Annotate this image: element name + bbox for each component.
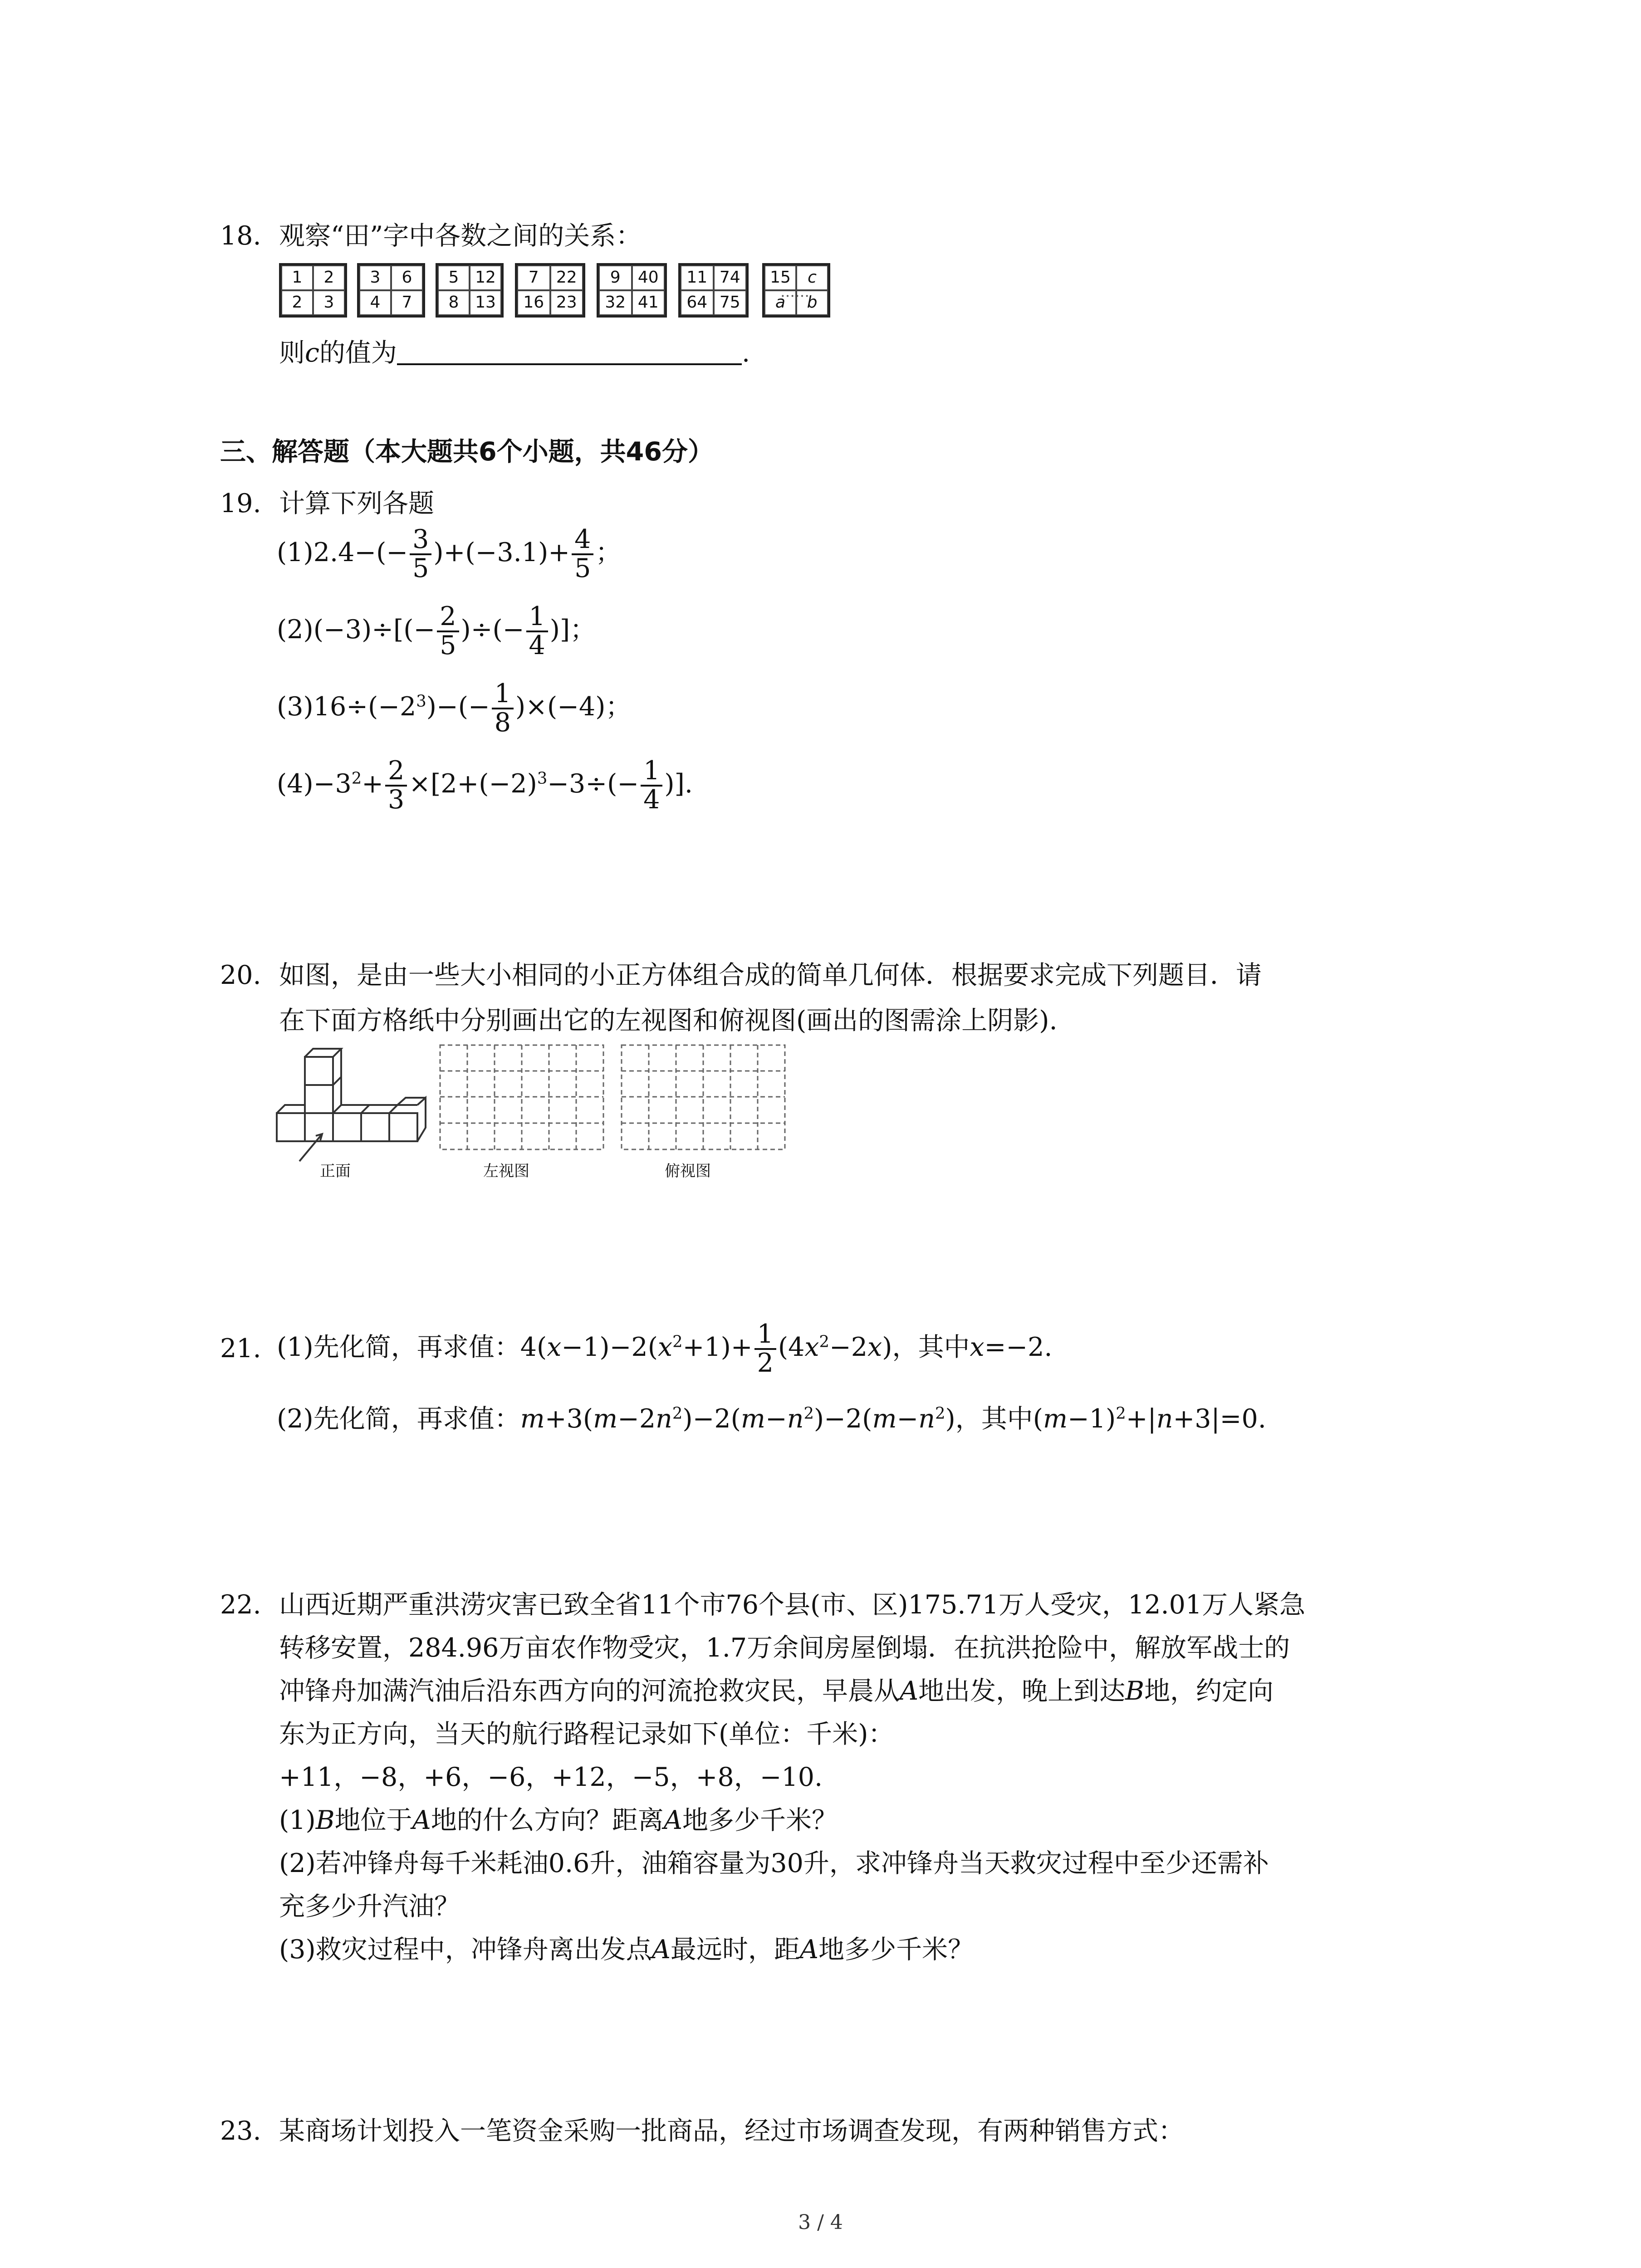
grid-cell: 12 [470, 265, 501, 290]
numerator: 1 [526, 603, 548, 632]
point-a: A [663, 1805, 682, 1835]
expr-text: (3)16÷(−2 [277, 691, 416, 722]
grid-cell: 23 [550, 290, 583, 315]
expr-text: )×(−4)； [515, 691, 632, 722]
caption-front: 正面 [320, 1162, 351, 1180]
denominator: 3 [388, 784, 405, 815]
caption-top-view: 俯视图 [665, 1162, 711, 1180]
grid-cell: 6 [391, 265, 423, 290]
q22-part1 [279, 1803, 838, 1838]
var: n [918, 1404, 935, 1434]
var: x [657, 1332, 673, 1362]
denominator: 5 [574, 553, 591, 583]
numerator: 1 [754, 1321, 776, 1350]
expr-text: −2 [617, 1404, 656, 1434]
var: m [740, 1404, 765, 1434]
expr-text: )−(− [426, 691, 490, 722]
expr-text: − [765, 1404, 787, 1434]
text: 地位于 [334, 1805, 412, 1835]
grid-cell: 1 [281, 265, 313, 290]
grid-cell: 3 [359, 265, 391, 290]
grid-cell: 16 [517, 290, 550, 315]
expr-text: −1) [1068, 1404, 1116, 1434]
left-view-grid [440, 1045, 603, 1149]
expr-text: − [896, 1404, 919, 1434]
page-number: 3 / 4 [798, 2211, 843, 2234]
exponent: 3 [537, 769, 548, 788]
q22-line3 [279, 1674, 1274, 1709]
q22-line1: 山西近期严重洪涝灾害已致全省11个市76个县(市、区)175.71万人受灾，12.01万人紧急 [279, 1590, 1306, 1620]
exponent: 2 [351, 769, 362, 788]
fraction [572, 526, 593, 582]
point-a: A [799, 1935, 819, 1965]
tian-grid-5 [597, 263, 667, 318]
point-a: A [652, 1935, 671, 1965]
denominator: 2 [757, 1348, 774, 1378]
q18-ask-end: . [741, 338, 750, 368]
grid-cell: 15 [764, 265, 796, 290]
denominator: 5 [440, 630, 456, 660]
grid-cell: 5 [438, 265, 470, 290]
q18-ask-var: c [305, 338, 319, 368]
grid-cell: 8 [438, 290, 470, 315]
q18-number: 18. [220, 221, 261, 251]
expr-text: −2 [829, 1332, 868, 1362]
q19-part3 [277, 680, 632, 737]
tian-grid-1 [279, 263, 347, 318]
expr-text: + [362, 768, 384, 799]
denominator: 4 [529, 630, 545, 660]
fraction [526, 603, 548, 660]
var: x [547, 1332, 562, 1362]
var: m [520, 1404, 545, 1434]
denominator: 5 [412, 553, 429, 583]
text: 地多少千米？ [818, 1935, 974, 1965]
tian-grid-3 [436, 263, 504, 318]
q18-stem: 观察“田”字中各数之间的关系： [279, 221, 642, 251]
q19-number: 19. [220, 489, 261, 518]
top-view-grid [622, 1045, 785, 1149]
expr-text: +3( [544, 1404, 593, 1434]
var: m [872, 1404, 897, 1434]
q23-number: 23. [220, 2116, 261, 2146]
ellipsis: …… [780, 283, 809, 300]
point-b: B [1125, 1676, 1145, 1706]
expr-text: ×[2+(−2) [409, 768, 537, 799]
grid-cell: 7 [391, 290, 423, 315]
numerator: 4 [572, 526, 593, 555]
q18-ask-suffix: 的值为 [319, 338, 397, 368]
fraction [492, 680, 514, 737]
expr-text: (1)先化简，再求值：4( [277, 1332, 547, 1362]
q22-part2-line2: 充多少升汽油？ [279, 1892, 460, 1921]
text: 地的什么方向？距离 [431, 1805, 664, 1835]
exponent: 2 [1116, 1404, 1126, 1423]
answer-blank[interactable] [397, 341, 742, 365]
grid-cell: 32 [599, 290, 632, 315]
exponent: 2 [935, 1404, 945, 1423]
exponent: 3 [416, 692, 426, 711]
q22-records: +11，−8，+6，−6，+12，−5，+8，−10. [279, 1762, 823, 1792]
var: n [656, 1404, 672, 1434]
q18-ask-prefix: 则 [279, 338, 305, 368]
q22-part2-line1: (2)若冲锋舟每千米耗油0.6升，油箱容量为30升，求冲锋舟当天救灾过程中至少还需补 [279, 1848, 1269, 1878]
expr-text: (4)−3 [277, 768, 352, 799]
expr-text: (2)(−3)÷[(− [277, 614, 436, 645]
expr-text: )−2( [813, 1404, 872, 1434]
text: 地出发，晚上到达 [918, 1676, 1126, 1706]
text: 冲锋舟加满汽油后沿东西方向的河流抢救灾民，早晨从 [279, 1676, 900, 1706]
grid-cell: 41 [632, 290, 665, 315]
q21-part1 [277, 1321, 1053, 1377]
q23-line1: 某商场计划投入一笔资金采购一批商品，经过市场调查发现，有两种销售方式： [279, 2116, 1184, 2146]
caption-left-view: 左视图 [483, 1162, 529, 1180]
q19-stem: 计算下列各题 [279, 489, 434, 518]
point-a: A [900, 1676, 919, 1706]
expr-text: (1)2.4−(− [277, 537, 408, 567]
grid-cell-b: b [796, 290, 828, 315]
denominator: 8 [494, 707, 511, 738]
q22-line2: 转移安置，284.96万亩农作物受灾，1.7万余间房屋倒塌．在抗洪抢险中，解放军战士的 [279, 1633, 1290, 1663]
q22-number: 22. [220, 1590, 261, 1620]
point-a: A [412, 1805, 431, 1835]
grid-cell-c: c [796, 265, 828, 290]
expr-text: +3|=0. [1173, 1404, 1266, 1434]
tian-grid-6 [678, 263, 749, 318]
exponent: 2 [672, 1332, 683, 1351]
tian-grid-4 [515, 263, 585, 318]
expr-text: −3÷(− [547, 768, 639, 799]
fraction [641, 758, 662, 814]
exponent: 2 [819, 1332, 830, 1351]
var: n [1156, 1404, 1173, 1434]
var: m [1043, 1404, 1068, 1434]
exponent: 2 [803, 1404, 814, 1423]
cube-solid [277, 1049, 426, 1161]
grid-cell: 2 [281, 290, 313, 315]
grid-cell: 11 [681, 265, 714, 290]
expr-text: =−2. [984, 1332, 1053, 1362]
tian-grid-2 [357, 263, 425, 318]
grid-cell: 74 [714, 265, 747, 290]
q18-ask [279, 336, 750, 371]
expr-text: )]； [549, 614, 596, 645]
var: n [787, 1404, 804, 1434]
q20-number: 20. [220, 960, 261, 990]
expr-text: ； [595, 537, 622, 567]
q19-part4 [277, 758, 693, 814]
text: (3)救灾过程中，冲锋舟离出发点 [279, 1935, 652, 1965]
numerator: 2 [437, 603, 459, 632]
fraction [754, 1321, 776, 1377]
q20-line1: 如图，是由一些大小相同的小正方体组合成的简单几何体．根据要求完成下列题目．请 [279, 960, 1262, 990]
text: 地，约定向 [1144, 1676, 1274, 1706]
expr-text: )]. [664, 768, 693, 799]
grid-cell: 13 [470, 290, 501, 315]
var: x [867, 1332, 882, 1362]
exponent: 2 [672, 1404, 683, 1423]
fraction [410, 526, 431, 582]
q19-part2 [277, 603, 596, 660]
grid-cell: 75 [714, 290, 747, 315]
numerator: 1 [492, 680, 514, 709]
text: 地多少千米？ [682, 1805, 838, 1835]
q19-part1 [277, 526, 621, 582]
numerator: 1 [641, 758, 662, 787]
var: x [804, 1332, 819, 1362]
fraction [437, 603, 459, 660]
expr-text: )，其中( [945, 1404, 1043, 1434]
expr-text: )÷(− [460, 614, 524, 645]
denominator: 4 [643, 784, 660, 815]
grid-cell: 2 [313, 265, 345, 290]
grid-cell: 40 [632, 265, 665, 290]
expr-text: (2)先化简，再求值： [277, 1404, 520, 1434]
expr-text: )−2( [682, 1404, 741, 1434]
var: m [593, 1404, 618, 1434]
var: x [970, 1332, 985, 1362]
expr-text: )，其中 [882, 1332, 970, 1362]
grid-cell: 9 [599, 265, 632, 290]
expr-text: +| [1126, 1404, 1156, 1434]
numerator: 2 [385, 758, 407, 787]
expr-text: (4 [778, 1332, 805, 1362]
expr-text: )+(−3.1)+ [433, 537, 570, 567]
expr-text: +1)+ [682, 1332, 753, 1362]
grid-cell: 3 [313, 290, 345, 315]
point-b: B [315, 1805, 335, 1835]
section-title: 三、解答题（本大题共6个小题，共46分） [220, 437, 714, 467]
grid-cell: 64 [681, 290, 714, 315]
text: (1) [279, 1805, 316, 1835]
tian-grid-last [762, 263, 830, 318]
grid-cell: 4 [359, 290, 391, 315]
fraction [385, 758, 407, 814]
grid-cell: 7 [517, 265, 550, 290]
q21-number: 21. [220, 1334, 261, 1364]
grid-cell-a: a [764, 290, 796, 315]
grid-cell: 22 [550, 265, 583, 290]
text: 最远时，距 [670, 1935, 800, 1965]
q22-line4: 东为正方向，当天的航行路程记录如下(单位：千米)： [279, 1719, 894, 1749]
expr-text: −1)−2( [561, 1332, 658, 1362]
numerator: 3 [410, 526, 431, 555]
q22-part3 [279, 1932, 974, 1967]
q20-line2: 在下面方格纸中分别画出它的左视图和俯视图(画出的图需涂上阴影). [279, 1006, 1058, 1036]
q21-part2 [277, 1402, 1266, 1437]
